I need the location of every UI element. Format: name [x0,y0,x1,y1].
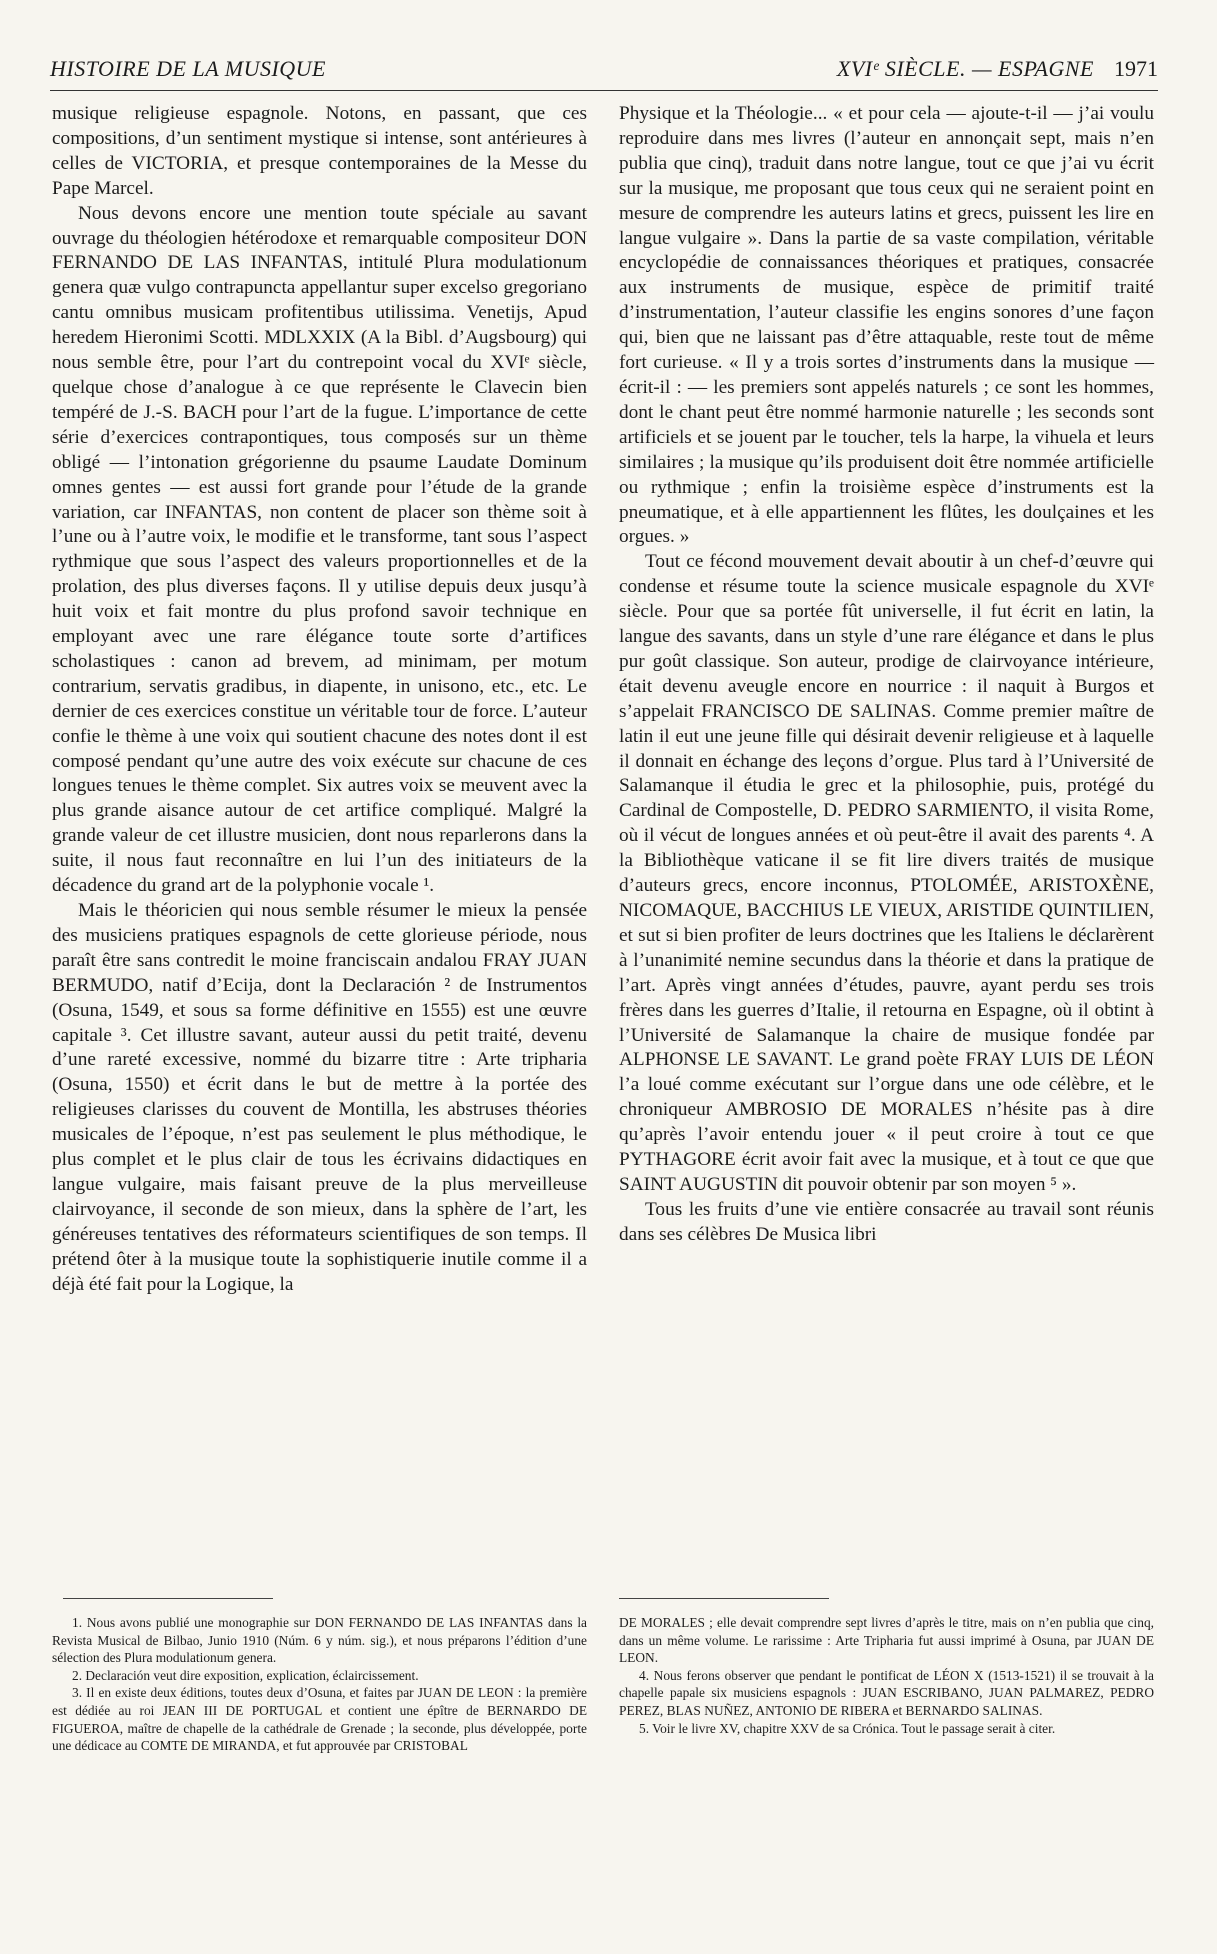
footnote-3-continued: DE MORALES ; elle devait comprendre sept livres d’après le titre, mais on n’en publia que cinq, dans un même volume. Le rarissime : Arte Tripharia fut aussi imprimé à Osuna, par JUAN DE LEON. [619,1615,1154,1666]
right-paragraph-2: Tout ce fécond mouvement devait aboutir à un chef-d’œuvre qui condense et résume toute la science musicale espagnole du XVIᵉ siècle. Pour que sa portée fût universelle, il fut écrit en latin, la langue des savants, dans un style d’une rare élégance et dans le plus pur goût classique. Son auteur, prodige de clairvoyance intérieure, était devenu aveugle encore en nourrice : il naquit à Burgos et s’appelait FRANCISCO DE SALINAS. Comme premier maître de latin il eut une jeune fille qui désirait devenir religieuse et à laquelle il donnait en échange des leçons d’orgue. Plus tard à l’Université de Salamanque il étudia le grec et la philosophie, puis, protégé du Cardinal de Compostelle, D. PEDRO SARMIENTO, il visita Rome, où il vécut de longues années et où peut-être il avait des parents ⁴. A la Bibliothèque vaticane il se fit lire divers traités de musique d’auteurs grecs, encore inconnus, PTOLOMÉE, ARISTOXÈNE, NICOMAQUE, BACCHIUS LE VIEUX, ARISTIDE QUINTILIEN, et sut si bien profiter de leurs doctrines que les Italiens le déclarèrent à l’unanimité nemine secundus dans la théorie et dans la pratique de l’art. Après vingt années d’études, pauvre, ayant perdu ses trois frères dans les guerres d’Italie, il retourna en Espagne, où il obtint à l’Université de Salamanque la chaire de musique fondée par ALPHONSE LE SAVANT. Le grand poète FRAY LUIS DE LÉON l’a loué comme exécutant sur l’orgue dans une ode célèbre, et le chroniqueur AMBROSIO DE MORALES n’hésite pas à dire qu’après l’avoir entendu jouer « il peut croire à tout ce que PYTHAGORE écrit avoir fait avec la musique, et à tout ce que que SAINT AUGUSTIN dit pouvoir obtenir par son moyen ⁵ ». [619,551,1154,1195]
footnote-3: 3. Il en existe deux éditions, toutes deux d’Osuna, et faites par JUAN DE LEON : la première est dédiée au roi JEAN III DE PORTUGAL et contient une épître de BERNARDO DE FIGUEROA, maître de chapelle de la cathédrale de Grenade ; la seconde, plus développée, porte une dédicace au COMTE DE MIRANDA, et fut approuvée par CRISTOBAL [52,1685,587,1754]
left-paragraph-2: Nous devons encore une mention toute spéciale au savant ouvrage du théologien hétérodoxe et remarquable compositeur DON FERNANDO DE LAS INFANTAS, intitulé Plura modulationum genera quæ vulgo contrapuncta appellantur super excelso gregoriano cantu omnibus musicam profitentibus utilissima. Venetijs, Apud heredem Hieronimi Scotti. MDLXXIX (A la Bibl. d’Augsbourg) qui nous semble être, pour l’art du contrepoint vocal du XVIᵉ siècle, quelque chose d’analogue à ce que représente le Clavecin bien tempéré de J.-S. BACH pour l’art de la fugue. L’importance de cette série d’exercices contrapontiques, tous composés sur un thème obligé — l’intonation grégorienne du psaume Laudate Dominum omnes gentes — est aussi fort grande pour l’étude de la grande variation, car INFANTAS, non content de placer son thème soit à l’une ou à l’autre voix, le modifie et le transforme, tant sous l’aspect rythmique que sous l’aspect des valeurs proportionnelles et de la prolation, des plus diverses façons. Il y utilise depuis deux jusqu’à huit voix et fait montre du plus profond savoir technique en employant avec une rare élégance toute sorte d’artifices scholastiques : canon ad brevem, ad minimam, per motum contrarium, servatis gradibus, in diapente, in unisono, etc., etc. Le dernier de ces exercices constitue un véritable tour de force. L’auteur confie le thème à une voix qui soutient chacune des notes dont il est composé pendant qu’une autre des voix exécute sur chacune de ces longues tenues le thème complet. Six autres voix se meuvent avec la plus grande aisance autour de cet artifice compliqué. Malgré la grande valeur de cet illustre musicien, dont nous reparlerons dans la suite, il nous faut reconnaître en lui l’un des initiateurs de la décadence du grand art de la polyphonie vocale ¹. [52,202,587,897]
running-title-left: HISTOIRE DE LA MUSIQUE [50,56,326,81]
footnotes-right [619,1614,1154,1737]
left-column [52,102,587,1298]
footnotes-left [52,1614,587,1755]
running-title-right-group [837,56,1158,82]
footnote-rule-right [619,1598,829,1599]
header-rule [50,90,1158,91]
footnote-4: 4. Nous ferons observer que pendant le pontificat de LÉON X (1513-1521) il se trouvait à la chapelle papale six musiciens espagnols : JUAN ESCRIBANO, JUAN PALMAREZ, PEDRO PEREZ, BLAS NUÑEZ, ANTONIO DE RIBERA et BERNARDO SALINAS. [619,1667,1154,1718]
running-header [50,56,1158,82]
footnote-5: 5. Voir le livre XV, chapitre XXV de sa Crónica. Tout le passage serait à citer. [639,1720,1056,1736]
page-number: 1971 [1114,56,1158,81]
right-column [619,102,1154,1248]
left-paragraph-1: musique religieuse espagnole. Notons, en passant, que ces compositions, d’un sentiment mystique si intense, sont antérieures à celles de VICTORIA, et presque contemporaines de la Messe du Pape Marcel. [52,103,587,199]
left-paragraph-3: Mais le théoricien qui nous semble résumer le mieux la pensée des musiciens pratiques espagnols de cette glorieuse période, nous paraît être sans contredit le moine franciscain andalou FRAY JUAN BERMUDO, natif d’Ecija, dont la Declaración ² de Instrumentos (Osuna, 1549, et sous sa forme définitive en 1555) est une œuvre capitale ³. Cet illustre savant, auteur aussi du petit traité, devenu d’une rareté excessive, nommé du bizarre titre : Arte tripharia (Osuna, 1550) et écrit dans le but de mettre à la portée des religieuses clarisses du couvent de Montilla, les abstruses théories musicales de l’époque, n’est pas seulement le plus méthodique, le plus complet et le plus clair de tous les écrivains didactiques en langue vulgaire, mais faisant preuve de la plus merveilleuse clairvoyance, il seconde de son mieux, dans la sphère de l’art, les généreuses tentatives des réformateurs scientifiques de son temps. Il prétend ôter à la musique toute la sophistiquerie inutile comme il a déjà été fait pour la Logique, la [52,900,587,1295]
running-title-right: XVIᵉ SIÈCLE. — ESPAGNE [836,56,1094,81]
right-paragraph-1: Physique et la Théologie... « et pour cela — ajoute-t-il — j’ai voulu reproduire dans mes livres (l’auteur en annonçait sept, mais n’en publia que cinq), traduit dans notre langue, tout ce que j’ai vu écrit sur la musique, me proposant que tous ceux qui ne seraient point en mesure de comprendre les auteurs latins et grecs, puissent les lire en langue vulgaire ». Dans la partie de sa vaste compilation, véritable encyclopédie de connaissances théoriques et pratiques, consacrée aux instruments de musique, espèce de primitif traité d’instrumentation, l’auteur classifie les engins sonores d’une façon qui, bien que ne laissant pas d’être attaquable, reste tout de même fort curieuse. « Il y a trois sortes d’instruments dans la musique — écrit-il : — les premiers sont appelés naturels ; ce sont les hommes, dont le chant peut être nommé harmonie naturelle ; les seconds sont artificiels et se jouent par le toucher, tels la harpe, la vihuela et leurs similaires ; la musique qu’ils produisent doit être nommée artificielle ou rythmique ; enfin la troisième espèce d’instruments est la pneumatique, et à elle appartiennent les flûtes, les doulçaines et les orgues. » [619,103,1154,548]
right-paragraph-3: Tous les fruits d’une vie entière consacrée au travail sont réunis dans ses célèbres De Musica libri [619,1198,1154,1245]
footnote-2: 2. Declaración veut dire exposition, explication, éclaircissement. [72,1667,419,1683]
footnote-1: 1. Nous avons publié une monographie sur DON FERNANDO DE LAS INFANTAS dans la Revista Musical de Bilbao, Junio 1910 (Núm. 6 y núm. sig.), et nous préparons l’édition d’une sélection des Plura modulationum genera. [52,1615,587,1666]
footnote-rule-left [63,1598,273,1599]
